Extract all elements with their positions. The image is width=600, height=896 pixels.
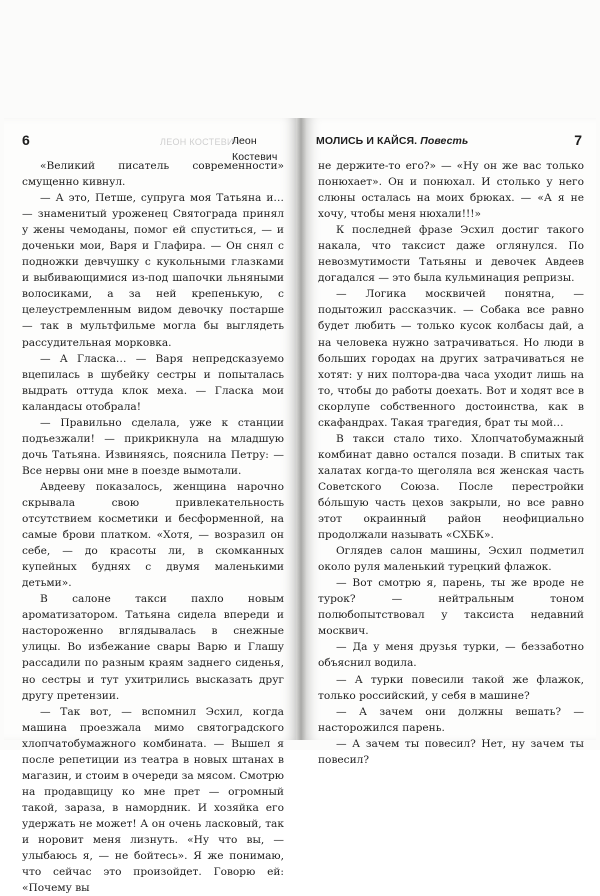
paragraph: — Да у меня друзья турки, — беззаботно объяснил водила. — [318, 641, 584, 670]
paragraph: В такси стало тихо. Хлопчатобумажный комбинат давно остался позади. В спитых так халатах когда-то щеголяла вся женская часть Советского Союза. После перестройки бо́льшую часть цехов закрыли, но все равно этот окраинный район неофициально продолжали называть «СХБК». — [318, 432, 584, 542]
paragraph: Оглядев салон машины, Эсхил подметил около руля маленький турецкий флажок. — [318, 545, 584, 574]
paragraph: — Так вот, — вспомнил Эсхил, когда машина проезжала мимо святоградского хлопчатобумажного комбината. — Вышел я после репетиции из театра в новых штанах в магазин, и стоим в очереди за мясом. Смотрю на продавщицу ко мне прет — огромный такой, зараза, в намордник. И хозяйка его удержать не может! А он очень ласковый, так и норовит меня лизнуть. «Ну что вы, — улыбаюсь я, — не бойтесь». Я же понимаю, что сейчас это произойдет. Говорю ей: «Почему вы — [22, 705, 284, 895]
paragraph: — А турки повесили такой же флажок, только российский, у себя в машине? — [318, 673, 584, 702]
paragraph: «Великий писатель современности» смущенно кивнул. — [22, 160, 284, 189]
right-page-header — [316, 132, 582, 148]
left-page-body — [22, 158, 284, 896]
paragraph: — А Гласка… — Варя непредсказуемо вцепилась в шубейку сестры и попыталась выдрать оттуда клок меха. — Гласка мои каландасы отобрала! — [22, 352, 284, 413]
paragraph: не держите-то его?» — «Ну он же вас только понюхает». Он и понюхал. И столько у него слюны осталась на моих брюках. — «А я не хочу, чтобы меня нюхали!!!» — [318, 160, 584, 221]
book-gutter — [296, 118, 306, 740]
paragraph: В салоне такси пахло новым ароматизатором. Татьяна сидела впереди и настороженно вглядывалась в снежные улицы. Во избежание свары Варю и Глашу рассадили по разным краям заднего сиденья, но сестры и тут ухитрились высказать друг другу претензии. — [22, 593, 284, 702]
right-page-body — [318, 158, 584, 768]
running-head-title: МОЛИСЬ И КАЙСЯ. — [316, 135, 418, 147]
right-running-head — [316, 133, 468, 149]
left-page-header — [22, 132, 282, 163]
left-page — [4, 118, 296, 895]
paragraph: — Логика москвичей понятна, — подытожил рассказчик. — Собака все равно будет любить — только кусок колбасы дай, а на человека нужно затрачиваться. Но люди в больших городах на других затрачиваться не хотят: у них полтора-два часа уходит лишь на то, чтобы до работы доехать. Вот и ходят все в скорлупе собственного достоинства, как в скафандрах. Такая трагедия, брат ты мой… — [318, 288, 584, 429]
paragraph: — А зачем ты повесил? Нет, ну зачем ты повесил? — [318, 737, 584, 766]
paragraph: Авдееву показалось, женщина нарочно скрывала свою привлекательность отсутствием косметики и бесформенной, на самые брови платком. «Хотя, — возразил он себе, — до красоты ли, в скомканных купейных буднях с двумя маленькими детьми». — [22, 480, 284, 590]
paragraph: — Правильно сделала, уже к станции подъезжали! — прикрикнула на младшую дочь Татьяна. Извиняясь, пояснила Петру: — Все нервы они мне в поезде вымотали. — [22, 416, 284, 477]
paragraph: К последней фразе Эсхил достиг такого накала, что таксист даже оглянулся. По невозмутимости Татьяны и девочек Авдеев догадался — это была кульминация репризы. — [318, 224, 584, 285]
right-page-number: 7 — [574, 132, 582, 148]
left-page-number: 6 — [22, 132, 30, 148]
running-head-genre: Повесть — [420, 135, 469, 147]
paragraph: — А это, Петше, супруга моя Татьяна и… — знаменитый уроженец Святограда принял у жены чемоданы, помог ей спуститься, — и доченьки мои, Варя и Глафира. — Он снял с подножки девчушку с кукольными глазками и выбивающимися из-под шапочки льняными волосиками, а за ней крепенькую, с целеустремленным видом девочку постарше — так в мультфильме могла бы выглядеть рассудительная морковка. — [22, 192, 284, 349]
paragraph: — Вот смотрю я, парень, ты же вроде не турок? — нейтральным тоном полюбопытствовал у таксиста недавний москвич. — [318, 577, 584, 638]
paragraph: — А зачем они должны вешать? — насторожился парень. — [318, 705, 584, 734]
left-running-head: Леон Костевич — [232, 135, 278, 163]
show-through-text: ЛЕОН КОСТЕВИЧ — [160, 137, 241, 147]
right-page — [306, 118, 596, 766]
